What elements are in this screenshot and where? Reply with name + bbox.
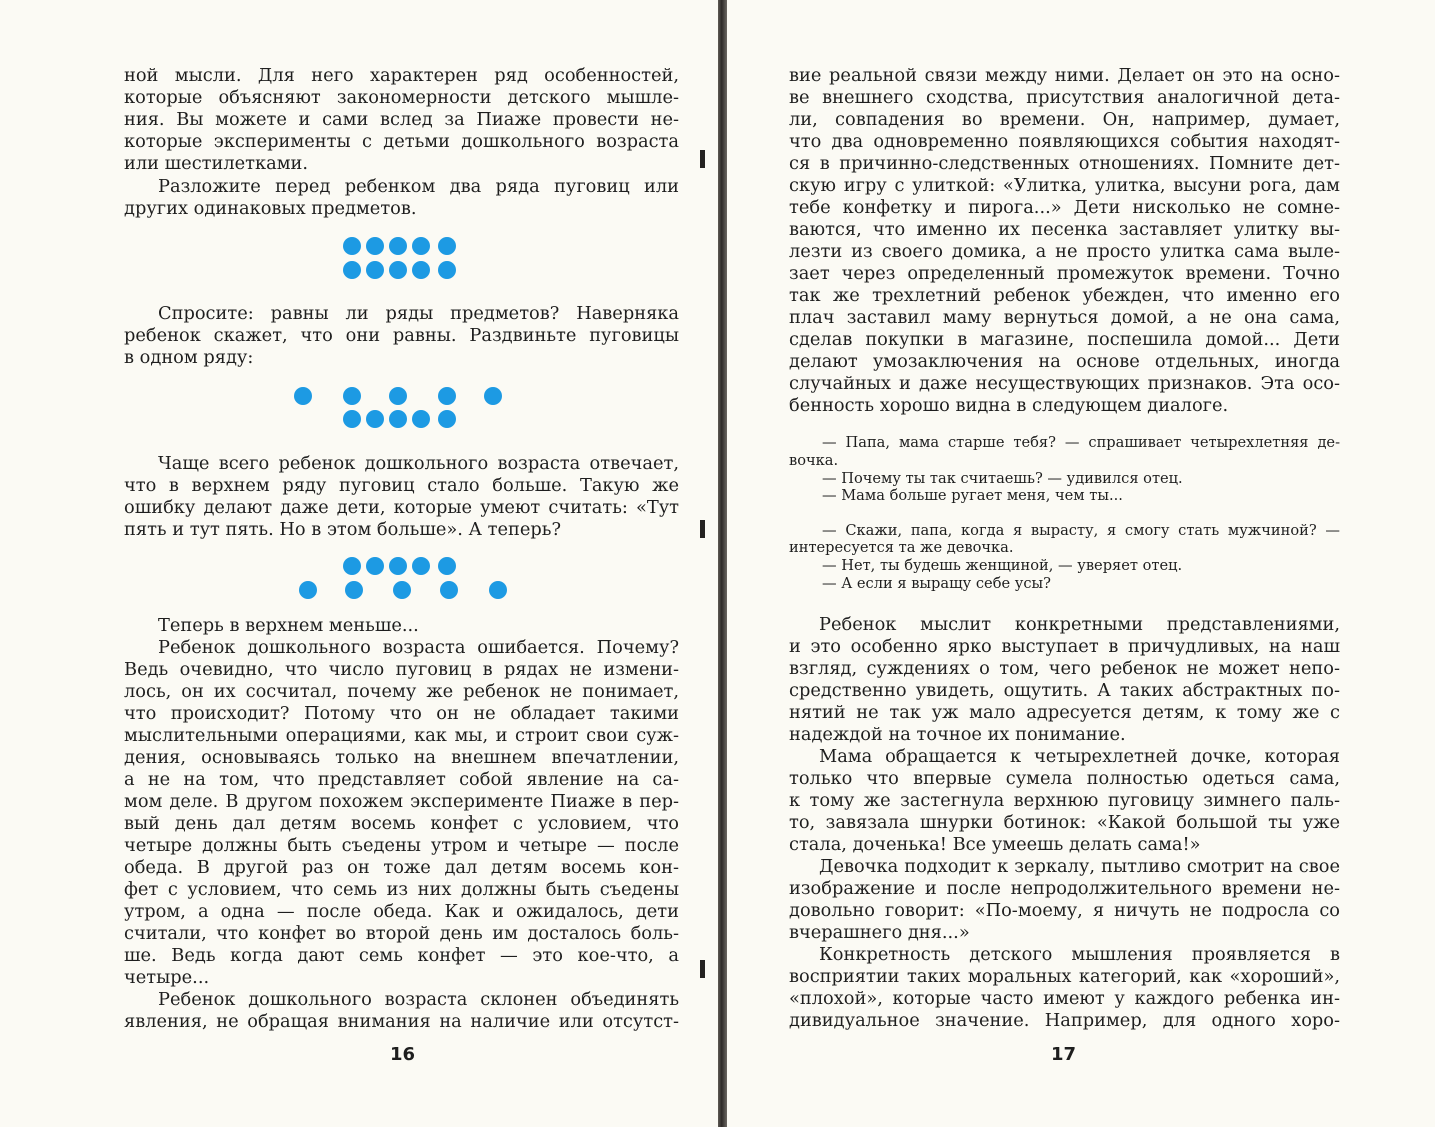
button-dot bbox=[412, 557, 430, 575]
dialogue-line: вочка. bbox=[789, 452, 839, 469]
button-dot bbox=[393, 581, 411, 599]
text-line: изображение и после непродолжительного времени не- bbox=[789, 878, 1340, 899]
text-line: Ребенок мыслит конкретными представлениями, bbox=[819, 614, 1340, 635]
button-dot bbox=[412, 261, 430, 279]
text-line: ли, совпадения во времени. Он, например, думает, bbox=[789, 109, 1340, 130]
text-line: и это особенно ярко выступает в причудливых, на наш bbox=[789, 636, 1340, 657]
button-dot bbox=[440, 581, 458, 599]
text-line: то, завязала шнурки ботинок: «Какой большой ты уже bbox=[789, 812, 1340, 833]
text-line: Теперь в верхнем меньше... bbox=[158, 615, 419, 636]
text-line: средственно увидеть, ощутить. А таких абстрактных по- bbox=[789, 680, 1340, 701]
text-line: явления, не обращая внимания на наличие или отсутст- bbox=[124, 1011, 679, 1032]
text-line: которые эксперименты с детьми дошкольного возраста bbox=[124, 131, 679, 152]
button-dot bbox=[438, 237, 456, 255]
text-line: взгляд, суждениях о том, чего ребенок не может непо- bbox=[789, 658, 1340, 679]
text-line: ся в причинно-следственных отношениях. Помните дет- bbox=[789, 153, 1340, 174]
text-line: в одном ряду: bbox=[124, 347, 254, 368]
button-dot bbox=[345, 581, 363, 599]
text-line: надеждой на точное их понимание. bbox=[789, 724, 1126, 745]
text-line: лось, он их сосчитал, почему же ребенок не понимает, bbox=[124, 681, 679, 702]
text-line: считали, что конфет во второй день им досталось боль- bbox=[124, 923, 679, 944]
text-line: четыре должны быть съедены утром и четыре — после bbox=[124, 835, 679, 856]
button-dot bbox=[389, 557, 407, 575]
dialogue-line: — Нет, ты будешь женщиной, — уверяет отец. bbox=[822, 557, 1183, 574]
text-line: что два одновременно появляющихся события находят- bbox=[789, 131, 1340, 152]
text-line: мыслительными операциями, как мы, и строит свои суж- bbox=[124, 725, 679, 746]
button-dot bbox=[438, 387, 456, 405]
button-dot bbox=[343, 410, 361, 428]
text-line: Спросите: равны ли ряды предметов? Наверняка bbox=[158, 303, 679, 324]
text-line: Ребенок дошкольного возраста ошибается. Почему? bbox=[158, 637, 679, 658]
text-line: других одинаковых предметов. bbox=[124, 198, 417, 219]
dialogue-line: — Мама больше ругает меня, чем ты... bbox=[822, 487, 1123, 504]
text-line: зает через определенный промежуток времени. Точно bbox=[789, 263, 1340, 284]
text-line: лезти из своего домика, а не просто улитка сама выле- bbox=[789, 241, 1340, 262]
text-line: случайных и даже несуществующих признаков. Эта осо- bbox=[789, 373, 1340, 394]
text-line: фет с условием, что семь из них должны быть съедены bbox=[124, 879, 679, 900]
text-line: ше. Ведь когда дают семь конфет — это кое-что, а bbox=[124, 945, 679, 966]
text-line: Разложите перед ребенком два ряда пуговиц или bbox=[158, 176, 679, 197]
text-line: пять и тут пять. Но в этом больше». А теперь? bbox=[124, 519, 562, 540]
text-line: которые объясняют закономерности детского мышле- bbox=[124, 87, 679, 108]
text-line: так же трехлетний ребенок убежден, что именно его bbox=[789, 285, 1340, 306]
text-line: что в верхнем ряду пуговиц стало больше. Такую же bbox=[124, 475, 679, 496]
text-line: довольно говорит: «По-моему, я ничуть не подросла со bbox=[789, 900, 1340, 921]
dialogue-line: — Почему ты так считаешь? — удивился отец. bbox=[822, 470, 1183, 487]
text-line: мом деле. В другом похожем эксперименте Пиаже в пер- bbox=[124, 791, 679, 812]
button-dot bbox=[389, 261, 407, 279]
button-dot bbox=[343, 557, 361, 575]
button-dot bbox=[366, 557, 384, 575]
text-line: утром, а одна — после обеда. Как и ожидалось, дети bbox=[124, 901, 679, 922]
text-line: плач заставил маму вернуться домой, а не она сама, bbox=[789, 307, 1340, 328]
button-dot bbox=[412, 237, 430, 255]
text-line: а не на том, что представляет собой явление на са- bbox=[124, 769, 679, 790]
binding-shadow bbox=[700, 960, 705, 978]
button-dot bbox=[299, 581, 317, 599]
text-line: делают умозаключения на основе отдельных, иногда bbox=[789, 351, 1340, 372]
text-line: ошибку делают даже дети, которые умеют считать: «Тут bbox=[124, 497, 679, 518]
text-line: Ведь очевидно, что число пуговиц в рядах не измени- bbox=[124, 659, 679, 680]
button-dot bbox=[438, 557, 456, 575]
button-dot bbox=[438, 261, 456, 279]
text-line: бенность хорошо видна в следующем диалоге. bbox=[789, 395, 1229, 416]
text-line: ребенок скажет, что они равны. Раздвиньте пуговицы bbox=[124, 325, 679, 346]
button-dot bbox=[343, 261, 361, 279]
button-dot bbox=[343, 237, 361, 255]
text-line: скую игру с улиткой: «Улитка, улитка, высуни рога, дам bbox=[789, 175, 1340, 196]
dialogue-line: — Скажи, папа, когда я вырасту, я смогу стать мужчиной? — bbox=[822, 522, 1340, 539]
text-line: стала, доченька! Все умеешь делать сама!» bbox=[789, 834, 1201, 855]
text-line: к тому же застегнула верхнюю пуговицу зимнего паль- bbox=[789, 790, 1340, 811]
page-number: 16 bbox=[390, 1044, 416, 1065]
book-spine bbox=[718, 0, 727, 1127]
text-line: сделав покупки в магазине, поспешила домой... Дети bbox=[789, 329, 1340, 350]
dialogue-line: — А если я выращу себе усы? bbox=[822, 575, 1051, 592]
button-dot bbox=[366, 261, 384, 279]
dialogue-line: — Папа, мама старше тебя? — спрашивает четырехлетняя де- bbox=[822, 434, 1340, 451]
text-line: вчерашнего дня...» bbox=[789, 922, 970, 943]
binding-shadow bbox=[700, 520, 705, 538]
text-line: ве внешнего сходства, присутствия аналогичной дета- bbox=[789, 87, 1340, 108]
text-line: ния. Вы можете и сами вслед за Пиаже провести не- bbox=[124, 109, 679, 130]
text-line: тебе конфетку и пирога...» Дети нисколько не сомне- bbox=[789, 197, 1340, 218]
button-dot bbox=[412, 410, 430, 428]
text-line: обеда. В другой раз он тоже дал детям восемь кон- bbox=[124, 857, 679, 878]
button-dot bbox=[389, 410, 407, 428]
button-dot bbox=[366, 237, 384, 255]
button-dot bbox=[438, 410, 456, 428]
text-line: «плохой», которые часто имеют у каждого ребенка ин- bbox=[789, 988, 1340, 1009]
button-dot bbox=[389, 387, 407, 405]
text-line: дивидуальное значение. Например, для одного хоро- bbox=[789, 1010, 1340, 1031]
text-line: только что впервые сумела полностью одеться сама, bbox=[789, 768, 1340, 789]
text-line: что происходит? Потому что он не обладает такими bbox=[124, 703, 679, 724]
button-dot bbox=[366, 410, 384, 428]
page-number: 17 bbox=[1051, 1044, 1077, 1065]
text-line: ваются, что именно их песенка заставляет улитку вы- bbox=[789, 219, 1340, 240]
text-line: восприятии таких моральных категорий, как «хороший», bbox=[789, 966, 1340, 987]
text-line: Конкретность детского мышления проявляется в bbox=[819, 944, 1340, 965]
text-line: Девочка подходит к зеркалу, пытливо смотрит на свое bbox=[819, 856, 1340, 877]
button-dot bbox=[484, 387, 502, 405]
text-line: вие реальной связи между ними. Делает он это на осно- bbox=[789, 65, 1340, 86]
binding-shadow bbox=[700, 150, 705, 168]
dialogue-line: интересуется та же девочка. bbox=[789, 539, 1014, 556]
text-line: Чаще всего ребенок дошкольного возраста отвечает, bbox=[158, 453, 679, 474]
text-line: дения, основываясь только на внешнем впечатлении, bbox=[124, 747, 679, 768]
button-dot bbox=[343, 387, 361, 405]
text-line: Мама обращается к четырехлетней дочке, которая bbox=[819, 746, 1340, 767]
button-dot bbox=[389, 237, 407, 255]
text-line: ной мысли. Для него характерен ряд особенностей, bbox=[124, 65, 679, 86]
text-line: четыре... bbox=[124, 967, 210, 988]
button-dot bbox=[294, 387, 312, 405]
text-line: нятий не так уж мало адресуется детям, к тому же с bbox=[789, 702, 1340, 723]
text-line: вый день дал детям восемь конфет с условием, что bbox=[124, 813, 679, 834]
button-dot bbox=[489, 581, 507, 599]
right-page bbox=[727, 0, 1435, 1127]
text-line: или шестилетками. bbox=[124, 153, 309, 174]
text-line: Ребенок дошкольного возраста склонен объединять bbox=[158, 989, 679, 1010]
